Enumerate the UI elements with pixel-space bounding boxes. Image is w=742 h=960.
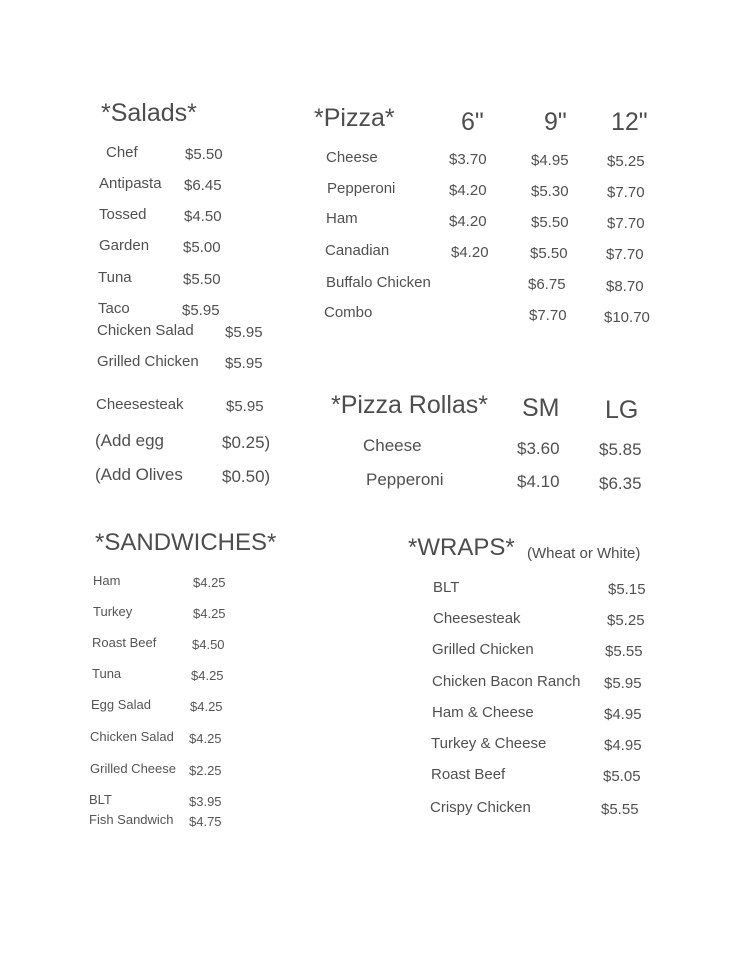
wrap-name: BLT bbox=[433, 579, 460, 596]
salad-price: $5.50 bbox=[185, 146, 223, 163]
salad-addon-name: (Add egg bbox=[95, 431, 164, 450]
sandwich-name: Roast Beef bbox=[92, 635, 157, 650]
wrap-price: $5.15 bbox=[608, 581, 646, 598]
wrap-price: $5.05 bbox=[603, 768, 641, 785]
salad-addon-price: $0.25) bbox=[222, 433, 271, 452]
sandwich-price: $4.25 bbox=[193, 606, 226, 621]
rollas-price-lg: $6.35 bbox=[599, 474, 642, 493]
sandwich-name: Chicken Salad bbox=[90, 729, 174, 744]
pizza-rollas-title: *Pizza Rollas* bbox=[331, 391, 489, 419]
sandwich-price: $4.25 bbox=[191, 668, 224, 683]
wrap-price: $4.95 bbox=[604, 706, 642, 723]
salad-addon-name: (Add Olives bbox=[95, 465, 183, 484]
pizza-name: Cheese bbox=[326, 149, 378, 166]
wrap-name: Chicken Bacon Ranch bbox=[432, 673, 581, 690]
salad-name: Chef bbox=[106, 144, 138, 161]
salad-name: Cheesesteak bbox=[96, 396, 184, 413]
salad-name: Taco bbox=[98, 300, 130, 317]
sandwich-price: $4.50 bbox=[192, 637, 225, 652]
pizza-name: Pepperoni bbox=[327, 180, 396, 197]
sandwich-name: Ham bbox=[93, 573, 121, 588]
wrap-name: Grilled Chicken bbox=[432, 641, 534, 658]
pizza-price-12: $7.70 bbox=[606, 246, 644, 263]
pizza-price-6: $4.20 bbox=[449, 213, 487, 230]
salad-name: Tossed bbox=[99, 206, 147, 223]
wrap-name: Turkey & Cheese bbox=[431, 735, 547, 752]
salads-title: *Salads* bbox=[101, 99, 197, 127]
salad-price: $5.00 bbox=[183, 239, 221, 256]
rollas-name: Pepperoni bbox=[366, 470, 444, 489]
pizza-price-9: $5.50 bbox=[530, 245, 568, 262]
sandwich-price: $2.25 bbox=[189, 763, 222, 778]
rollas-name: Cheese bbox=[363, 436, 422, 455]
sandwich-name: Turkey bbox=[93, 604, 133, 619]
pizza-price-9: $6.75 bbox=[528, 276, 566, 293]
wraps-title: *WRAPS* bbox=[408, 534, 515, 561]
wrap-price: $5.55 bbox=[601, 801, 639, 818]
pizza-size-header: 12" bbox=[611, 108, 648, 136]
salad-price: $5.95 bbox=[225, 355, 263, 372]
wrap-price: $5.95 bbox=[604, 675, 642, 692]
wrap-name: Roast Beef bbox=[431, 766, 506, 783]
pizza-price-9: $5.30 bbox=[531, 183, 569, 200]
pizza-name: Combo bbox=[324, 304, 373, 321]
wraps-subtitle: (Wheat or White) bbox=[527, 545, 641, 562]
pizza-name: Buffalo Chicken bbox=[326, 274, 431, 291]
salad-price: $4.50 bbox=[184, 208, 222, 225]
sandwich-name: BLT bbox=[89, 792, 112, 807]
pizza-size-header: 6" bbox=[461, 108, 484, 136]
sandwich-name: Fish Sandwich bbox=[89, 812, 174, 827]
salad-name: Antipasta bbox=[99, 175, 162, 192]
rollas-price-sm: $3.60 bbox=[517, 439, 560, 458]
salad-price: $6.45 bbox=[184, 177, 222, 194]
sandwich-price: $4.75 bbox=[189, 814, 222, 829]
salad-price: $5.95 bbox=[226, 398, 264, 415]
salad-name: Chicken Salad bbox=[97, 322, 194, 339]
pizza-title: *Pizza* bbox=[314, 104, 395, 132]
sandwich-name: Tuna bbox=[92, 666, 122, 681]
pizza-price-12: $10.70 bbox=[604, 309, 650, 326]
rollas-price-lg: $5.85 bbox=[599, 440, 642, 459]
pizza-size-header: 9" bbox=[544, 108, 567, 136]
sandwich-name: Egg Salad bbox=[91, 697, 151, 712]
pizza-price-6: $4.20 bbox=[451, 244, 489, 261]
sandwich-name: Grilled Cheese bbox=[90, 761, 176, 776]
wrap-name: Crispy Chicken bbox=[430, 799, 531, 816]
salad-name: Grilled Chicken bbox=[97, 353, 199, 370]
sandwich-price: $3.95 bbox=[189, 794, 222, 809]
sandwich-price: $4.25 bbox=[193, 575, 226, 590]
rollas-price-sm: $4.10 bbox=[517, 472, 560, 491]
rollas-size-header: LG bbox=[605, 396, 639, 424]
wrap-price: $5.55 bbox=[605, 643, 643, 660]
wrap-price: $5.25 bbox=[607, 612, 645, 629]
pizza-price-12: $8.70 bbox=[606, 278, 644, 295]
pizza-price-6: $3.70 bbox=[449, 151, 487, 168]
pizza-price-6: $4.20 bbox=[449, 182, 487, 199]
sandwich-price: $4.25 bbox=[190, 699, 223, 714]
pizza-price-12: $5.25 bbox=[607, 153, 645, 170]
wrap-price: $4.95 bbox=[604, 737, 642, 754]
salad-name: Tuna bbox=[98, 269, 132, 286]
wrap-name: Cheesesteak bbox=[433, 610, 521, 627]
sandwiches-title: *SANDWICHES* bbox=[95, 529, 277, 556]
salad-price: $5.95 bbox=[182, 302, 220, 319]
pizza-name: Canadian bbox=[325, 242, 390, 259]
wrap-name: Ham & Cheese bbox=[432, 704, 534, 721]
sandwich-price: $4.25 bbox=[189, 731, 222, 746]
pizza-price-9: $7.70 bbox=[529, 307, 567, 324]
pizza-price-12: $7.70 bbox=[607, 215, 645, 232]
pizza-price-12: $7.70 bbox=[607, 184, 645, 201]
salad-price: $5.50 bbox=[183, 271, 221, 288]
pizza-price-9: $5.50 bbox=[531, 214, 569, 231]
rollas-size-header: SM bbox=[522, 394, 560, 422]
salad-addon-price: $0.50) bbox=[222, 467, 271, 486]
pizza-price-9: $4.95 bbox=[531, 152, 569, 169]
salad-name: Garden bbox=[99, 237, 150, 254]
pizza-name: Ham bbox=[326, 210, 358, 227]
salad-price: $5.95 bbox=[225, 324, 263, 341]
